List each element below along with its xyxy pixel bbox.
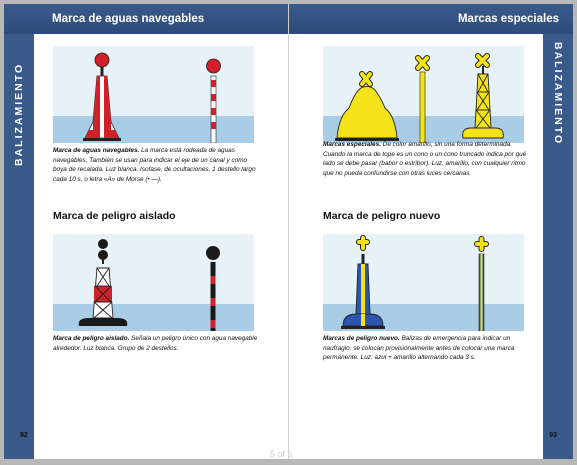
header-title: Marca de aguas navegables [52, 13, 205, 25]
caption-lead: Marca de peligro aislado. [53, 335, 130, 342]
figure-caption [53, 334, 259, 353]
special-marks-illustration [323, 46, 524, 143]
caption-lead: Marcas de peligro nuevo. [323, 335, 400, 342]
caption-lead: Marcas especiales. [323, 141, 381, 148]
left-page [4, 4, 288, 459]
safe-water-marks-illustration [53, 46, 254, 143]
figure-caption [323, 140, 529, 178]
page-number: 93 [549, 432, 557, 439]
caption-text: Señala un peligro único con agua navegable alrededor. Luz blanca. Grupo de 2 destellos. [53, 335, 258, 352]
section-title: Marca de peligro aislado [53, 210, 176, 222]
figure-caption [53, 146, 259, 184]
header-title: Marcas especiales [457, 13, 559, 25]
side-label: BALIZAMIENTO [552, 42, 564, 146]
header-bar [289, 4, 573, 34]
page-content [34, 34, 288, 459]
side-band [4, 34, 34, 459]
isolated-danger-marks-illustration [53, 234, 254, 331]
figure-caption [323, 334, 529, 363]
side-band [543, 34, 573, 459]
caption-text: Balizas de emergencia para indicar un naufragio; se colocan provisionalmente antes de colocar una marca permanente. Luz: azul + amarillo alternando cada 3 s. [323, 335, 515, 362]
right-page [289, 4, 573, 459]
page-content [289, 34, 543, 459]
caption-text: La marca está rodeada de aguas navegables. También se usan para indicar el eje de un canal y como boya de recalada. Luz blanca. Isofase, de ocultaciones, 1 destello largo cada 10 s, o letra «A» de Morse (• —). [53, 147, 256, 183]
side-label: BALIZAMIENTO [13, 62, 25, 166]
section-title: Marca de peligro nuevo [323, 210, 441, 222]
caption-lead: Marca de aguas navegables. [53, 147, 140, 154]
header-bar [4, 4, 288, 34]
caption-text: De color amarillo, sin una forma determinada. Cuando la marca de tope es un cono o un cono truncado indica por qué lado se debe pasar (babor o estribor). Luz: amarillo, con cualquier ritmo que no pueda confundirse con otras luces cercanas. [323, 141, 527, 177]
new-danger-marks-illustration [323, 234, 524, 331]
page-number: 92 [20, 432, 28, 439]
page-indicator: 5 of 6 [270, 449, 293, 459]
